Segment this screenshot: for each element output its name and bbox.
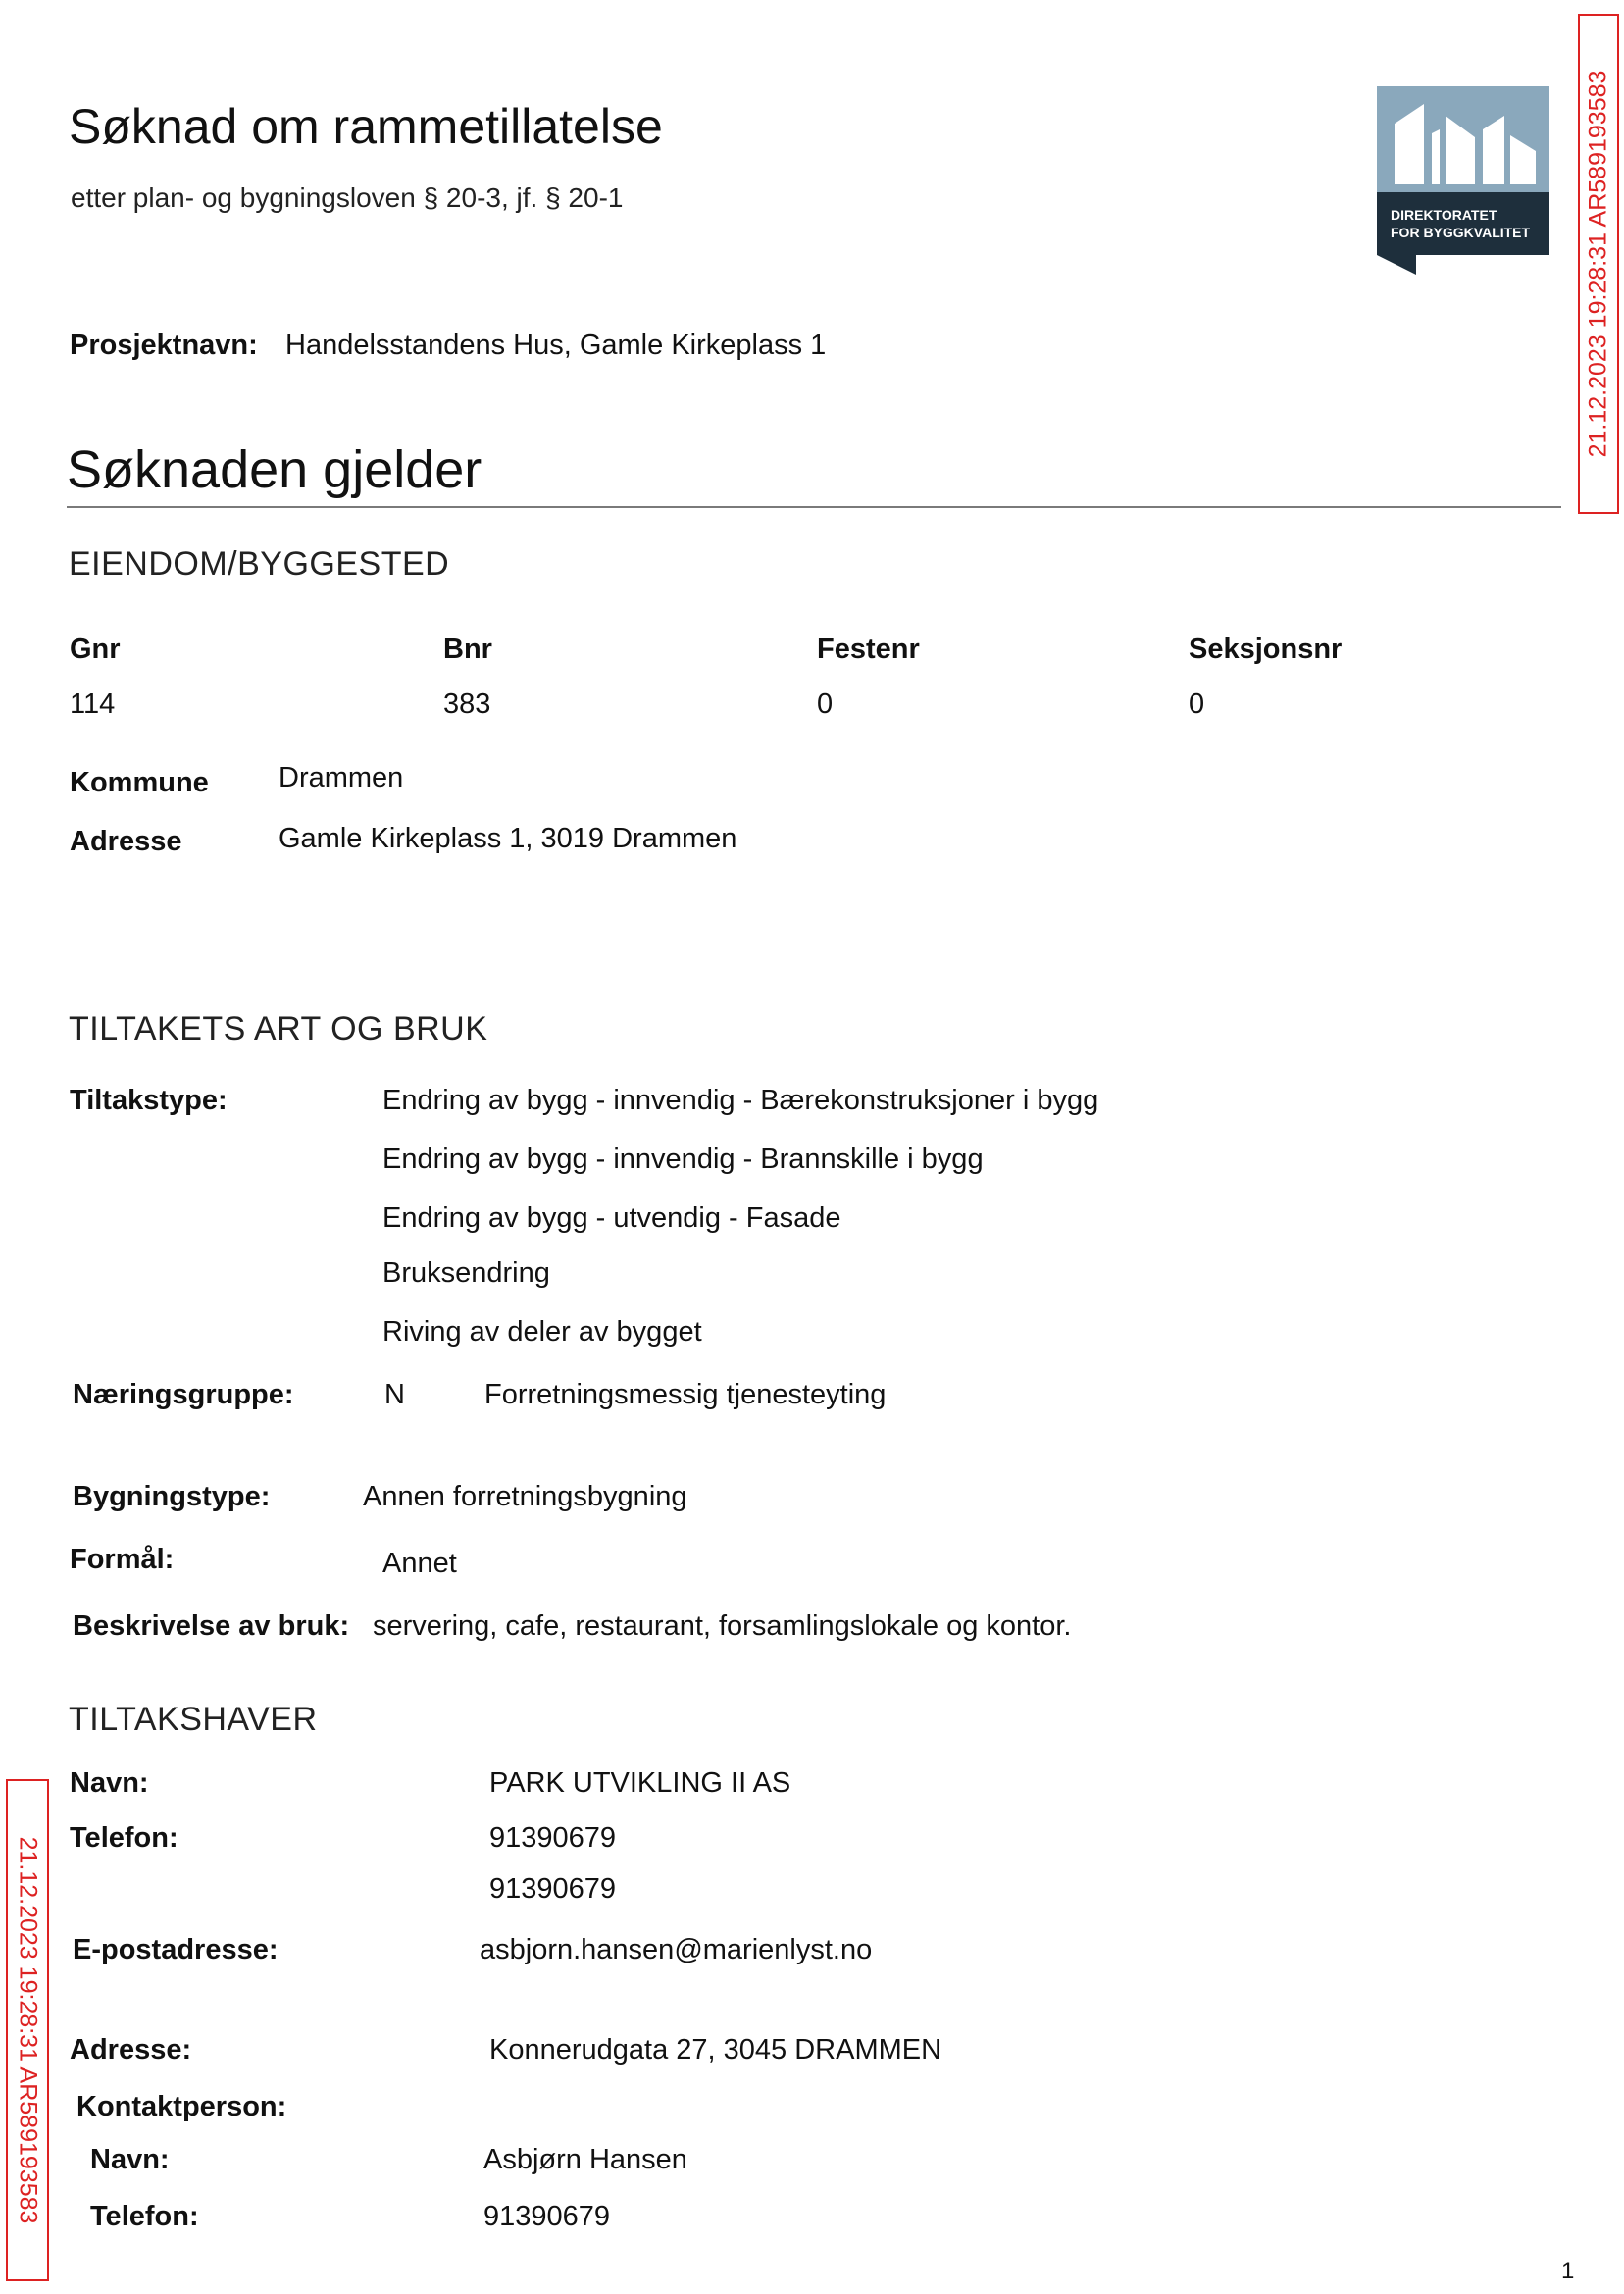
adresse-label: Adresse [70,826,182,857]
tiltakstype-item: Endring av bygg - innvendig - Bærekonstruksjoner i bygg [382,1085,1099,1116]
property-heading: EIENDOM/BYGGESTED [69,545,450,583]
tiltakstype-item: Bruksendring [382,1257,550,1289]
owner-name-value: PARK UTVIKLING II AS [489,1767,791,1799]
owner-address-value: Konnerudgata 27, 3045 DRAMMEN [489,2034,942,2065]
dibk-logo-icon [1377,86,1549,275]
formaal-value: Annet [382,1548,457,1579]
naeringsgruppe-value: Forretningsmessig tjenesteyting [484,1379,887,1410]
kommune-value: Drammen [279,762,404,793]
owner-name-label: Navn: [70,1767,149,1799]
formaal-label: Formål: [70,1544,175,1575]
beskrivelse-value: servering, cafe, restaurant, forsamlingslokale og kontor. [373,1610,1072,1642]
owner-address-label: Adresse: [70,2034,192,2065]
owner-phone-value: 91390679 [489,1822,617,1854]
beskrivelse-label: Beskrivelse av bruk: [73,1610,350,1642]
section-heading: Søknaden gjelder [67,440,482,499]
logo-text-line2: FOR BYGGKVALITET [1391,225,1531,240]
contact-phone-label: Telefon: [90,2201,199,2232]
gnr-value: 114 [70,688,116,720]
stamp-text: 21.12.2023 19:28:31 AR589193583 [1584,70,1612,458]
page-title: Søknad om rammetillatelse [69,99,663,154]
bnr-label: Bnr [443,634,492,665]
bygningstype-value: Annen forretningsbygning [363,1481,687,1512]
contact-phone-value: 91390679 [483,2201,611,2232]
naeringsgruppe-code: N [384,1379,405,1410]
contact-name-value: Asbjørn Hansen [483,2144,687,2175]
tiltakstype-item: Endring av bygg - innvendig - Brannskille i bygg [382,1144,984,1175]
logo-text-line1: DIREKTORATET [1391,207,1497,223]
page-number: 1 [1561,2258,1575,2284]
adresse-value: Gamle Kirkeplass 1, 3019 Drammen [279,823,737,854]
owner-heading: TILTAKSHAVER [69,1701,318,1738]
gnr-label: Gnr [70,634,121,665]
timestamp-stamp-left [6,1779,49,2281]
page-subtitle: etter plan- og bygningsloven § 20-3, jf. § 20-1 [71,182,624,213]
seksjonsnr-label: Seksjonsnr [1189,634,1343,665]
project-label: Prosjektnavn: [70,330,258,361]
tiltakstype-item: Endring av bygg - utvendig - Fasade [382,1202,841,1234]
festenr-value: 0 [817,688,834,720]
contact-name-label: Navn: [90,2144,170,2175]
measure-heading: TILTAKETS ART OG BRUK [69,1010,488,1047]
owner-email-value: asbjorn.hansen@marienlyst.no [480,1934,873,1965]
stamp-text: 21.12.2023 19:28:31 AR589193583 [14,1836,42,2224]
festenr-label: Festenr [817,634,920,665]
owner-email-label: E-postadresse: [73,1934,279,1965]
section-divider [67,506,1561,508]
dibk-logo [1377,86,1549,275]
owner-phone-value-2: 91390679 [489,1873,617,1905]
project-value: Handelsstandens Hus, Gamle Kirkeplass 1 [285,330,827,361]
owner-phone-label: Telefon: [70,1822,178,1854]
bnr-value: 383 [443,688,491,720]
kommune-label: Kommune [70,767,209,798]
tiltakstype-label: Tiltakstype: [70,1085,228,1116]
contact-person-label: Kontaktperson: [76,2091,287,2122]
bygningstype-label: Bygningstype: [73,1481,271,1512]
naeringsgruppe-label: Næringsgruppe: [73,1379,294,1410]
tiltakstype-item: Riving av deler av bygget [382,1316,702,1348]
timestamp-stamp-right [1578,14,1619,514]
seksjonsnr-value: 0 [1189,688,1205,720]
